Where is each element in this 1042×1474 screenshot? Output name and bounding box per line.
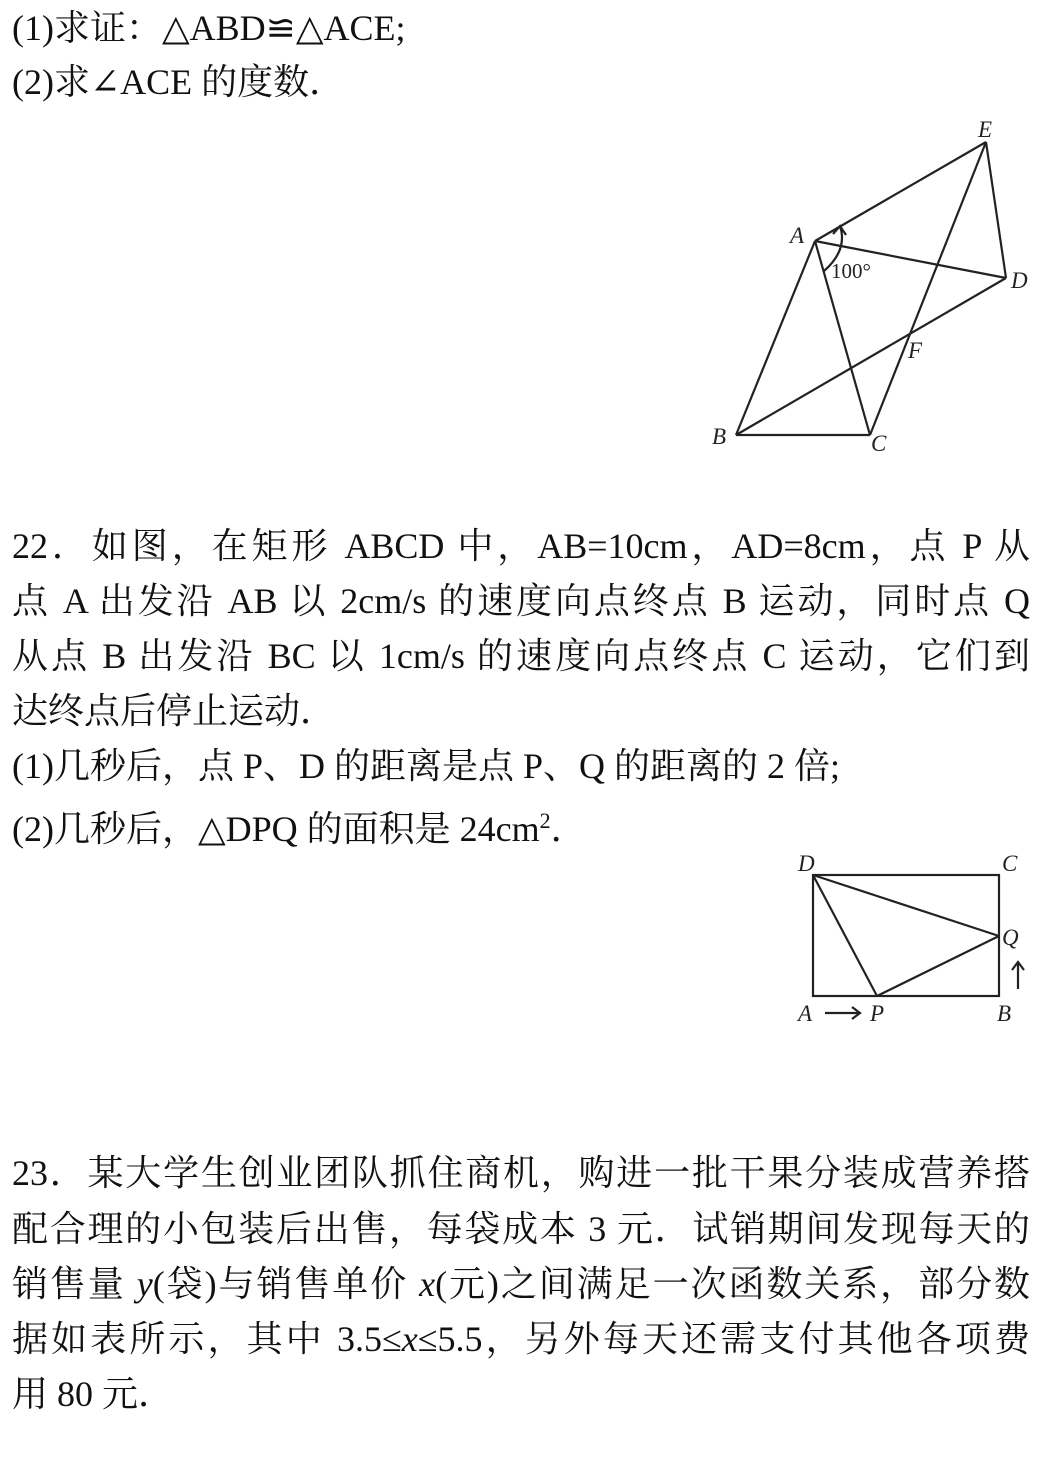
label-c: C <box>1002 851 1018 876</box>
q22-part2 <box>12 799 587 851</box>
label-q: Q <box>1002 925 1019 950</box>
q21-part2: (2)求∠ACE 的度数． <box>12 62 346 102</box>
q23-line-4-a: 据如表所示，其中 3.5≤ <box>12 1319 402 1359</box>
label-d: D <box>1011 268 1028 293</box>
label-p: P <box>870 1001 885 1026</box>
var-y: y <box>136 1264 153 1304</box>
edge-ab <box>736 241 815 435</box>
q23-line-5: 用 80 元． <box>12 1374 175 1414</box>
label-a: A <box>798 1001 813 1026</box>
var-x: x <box>401 1319 418 1359</box>
q21-part1: (1)求证：△ABD≌△ACE; <box>12 8 406 48</box>
q22-part2-end: ． <box>550 809 587 849</box>
label-e: E <box>978 117 993 142</box>
q22-line-3: 从点 B 出发沿 BC 以 1cm/s 的速度向点终点 C 运动，它们到 <box>12 636 1030 676</box>
q22-line-2: 点 A 出发沿 AB 以 2cm/s 的速度向点终点 B 运动，同时点 Q <box>12 581 1030 621</box>
q22-part2-text: (2)几秒后，△DPQ 的面积是 24cm <box>12 809 540 849</box>
angle-label: 100° <box>831 259 871 283</box>
label-b: B <box>712 424 727 449</box>
q22-part2-exponent: 2 <box>539 808 551 833</box>
label-a: A <box>790 223 805 248</box>
q22-line-4: 达终点后停止运动． <box>12 691 337 731</box>
edge-pq <box>877 936 999 996</box>
edge-bd <box>736 278 1006 435</box>
q23-line-1: 23．某大学生创业团队抓住商机，购进一批干果分装成营养搭 <box>12 1153 1030 1193</box>
edge-ce <box>870 142 986 435</box>
q21-figure <box>700 110 1040 460</box>
q23-line-2: 配合理的小包装后出售，每袋成本 3 元．试销期间发现每天的 <box>12 1209 1030 1249</box>
q22-figure <box>780 845 1040 1035</box>
label-f: F <box>908 338 923 363</box>
rect-abcd <box>813 875 999 996</box>
label-d: D <box>798 851 815 876</box>
q23-line-3 <box>12 1262 1030 1306</box>
q23-line-3-a: 销售量 <box>12 1264 137 1304</box>
q22-line-1: 22．如图，在矩形 ABCD 中，AB=10cm，AD=8cm，点 P 从 <box>12 526 1030 566</box>
label-c: C <box>871 431 887 456</box>
q23-line-3-c: (元)之间满足一次函数关系，部分数 <box>435 1264 1030 1304</box>
q22-part1: (1)几秒后，点 P、D 的距离是点 P、Q 的距离的 2 倍; <box>12 746 841 786</box>
q23-line-4-b: ≤5.5，另外每天还需支付其他各项费 <box>417 1319 1030 1359</box>
var-x: x <box>419 1264 436 1304</box>
q23-line-3-b: (袋)与销售单价 <box>152 1264 420 1304</box>
label-b: B <box>997 1001 1012 1026</box>
edge-ed <box>986 142 1006 278</box>
angle-arrow-head <box>833 226 846 235</box>
q23-line-4 <box>12 1317 1030 1361</box>
